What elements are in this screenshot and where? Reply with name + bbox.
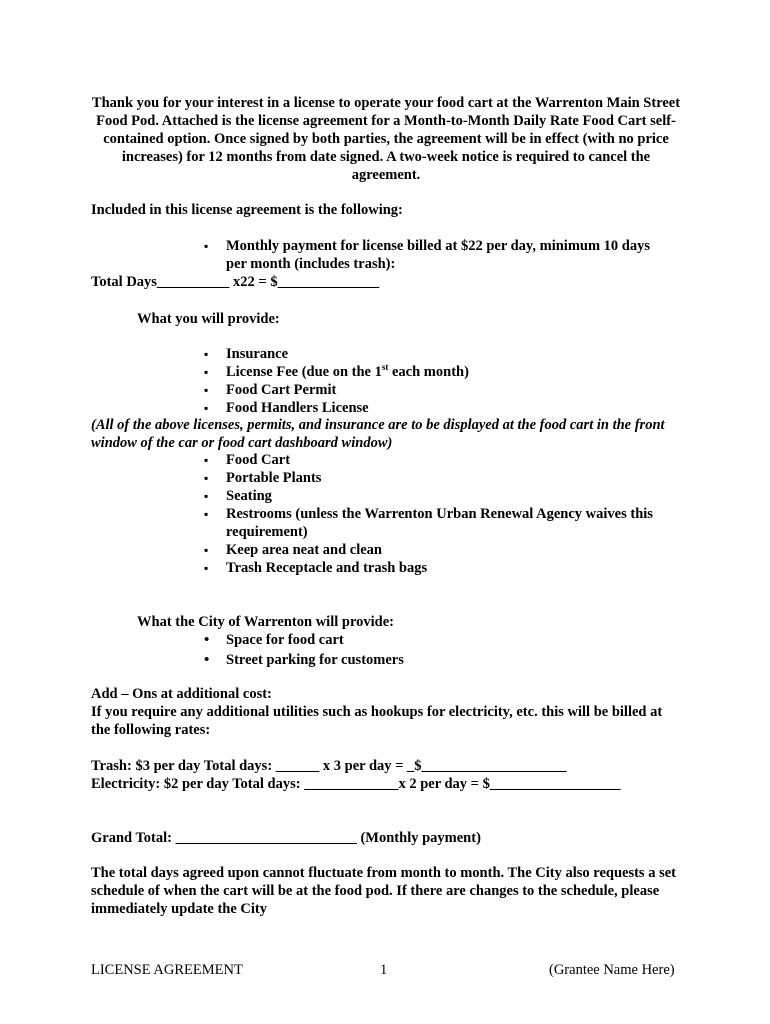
- display-note: (All of the above licenses, permits, and insurance are to be displayed at the food cart in the front window of the car or food cart dashboard window): [91, 417, 665, 451]
- footer-right: (Grantee Name Here): [549, 962, 675, 978]
- trash-line: Trash: $3 per day Total days: ______ x 3 per day = _$____________________: [91, 758, 567, 774]
- footer-page-number: 1: [380, 962, 388, 978]
- list-item-text: Space for food cart: [226, 632, 344, 648]
- included-list: [204, 237, 674, 273]
- license-fee-pre: License Fee (due on the 1: [226, 364, 382, 380]
- list-item-text: Food Handlers License: [226, 400, 369, 416]
- closing-paragraph: The total days agreed upon cannot fluctuate from month to month. The City also requests a set schedule of when the cart will be at the food pod. If there are changes to the schedule, please immediately update the City: [91, 865, 676, 917]
- list-item: [204, 469, 684, 487]
- square-bullet-icon: [204, 381, 216, 399]
- square-bullet-icon: [204, 399, 216, 417]
- license-fee-sup: st: [381, 362, 389, 373]
- provide-list-a: [204, 345, 684, 417]
- list-item-text: Trash Receptacle and trash bags: [226, 560, 428, 576]
- list-item: [204, 505, 684, 541]
- list-item: [204, 363, 684, 381]
- square-bullet-icon: [204, 541, 216, 559]
- addons-text: If you require any additional utilities such as hookups for electricity, etc. this will be billed at the following rates:: [91, 704, 663, 738]
- license-fee-post: each month): [388, 364, 469, 380]
- bullet-icon: [204, 631, 216, 649]
- list-item: [204, 631, 684, 649]
- electricity-line: Electricity: $2 per day Total days: _____________x 2 per day = $__________________: [91, 776, 621, 792]
- list-item: [204, 237, 674, 273]
- total-days-line: Total Days__________ x22 = $______________: [91, 274, 380, 290]
- square-bullet-icon: [204, 487, 216, 505]
- square-bullet-icon: [204, 363, 216, 381]
- footer-left: LICENSE AGREEMENT: [91, 962, 243, 978]
- list-item-text: Food Cart: [226, 452, 291, 468]
- provide-heading: What you will provide:: [137, 311, 280, 327]
- square-bullet-icon: [204, 505, 216, 523]
- list-item-text: Food Cart Permit: [226, 382, 337, 398]
- intro-paragraph: Thank you for your interest in a license to operate your food cart at the Warrenton Main Street Food Pod. Attached is the license agreement for a Month-to-Month Daily Rate Food Cart self-contained option. Once signed by both parties, the agreement will be in effect (with no price increases) for 12 months from date signed. A two-week notice is required to cancel the agreement.: [91, 95, 681, 183]
- list-item: [204, 559, 684, 577]
- list-item-text: Portable Plants: [226, 470, 322, 486]
- list-item-text: Street parking for customers: [226, 652, 404, 668]
- list-item: [204, 381, 684, 399]
- bullet-icon: [204, 651, 216, 669]
- list-item-text: Restrooms (unless the Warrenton Urban Renewal Agency waives this requirement): [226, 506, 653, 540]
- addons-heading: Add – Ons at additional cost:: [91, 686, 272, 702]
- provide-list-b: [204, 451, 684, 577]
- list-item: [204, 487, 684, 505]
- square-bullet-icon: [204, 451, 216, 469]
- included-heading: Included in this license agreement is the following:: [91, 202, 403, 218]
- list-item: [204, 451, 684, 469]
- square-bullet-icon: [204, 237, 216, 255]
- city-heading: What the City of Warrenton will provide:: [137, 614, 394, 630]
- square-bullet-icon: [204, 345, 216, 363]
- list-item: [204, 345, 684, 363]
- list-item-text: Seating: [226, 488, 272, 504]
- grand-total-line: Grand Total: _________________________ (Monthly payment): [91, 830, 481, 846]
- list-item: [204, 541, 684, 559]
- list-item: [204, 651, 684, 669]
- list-item-text: Insurance: [226, 346, 289, 362]
- list-item: [204, 399, 684, 417]
- square-bullet-icon: [204, 469, 216, 487]
- city-list: [204, 631, 684, 669]
- list-item-text: Keep area neat and clean: [226, 542, 382, 558]
- square-bullet-icon: [204, 559, 216, 577]
- list-item-text: Monthly payment for license billed at $22 per day, minimum 10 days per month (includes trash):: [226, 238, 651, 272]
